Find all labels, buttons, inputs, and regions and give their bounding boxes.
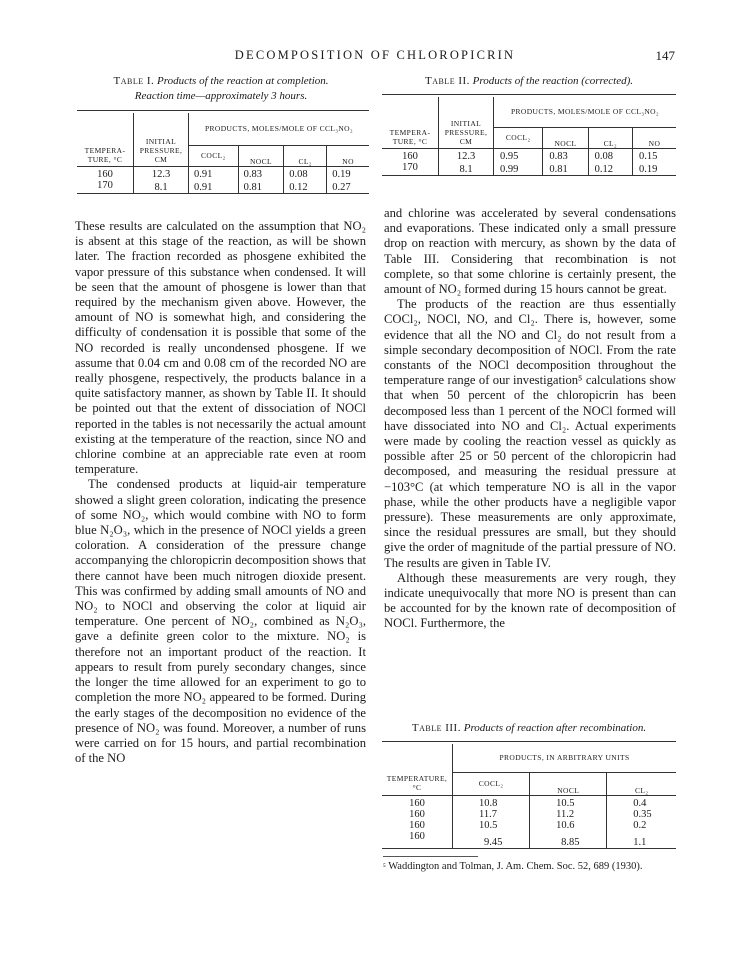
table1-cell-nocl: 0.83 <box>238 166 284 180</box>
table2-cell-temp: 170 <box>382 162 439 176</box>
table3-caption <box>383 721 675 736</box>
table2-cell-no: 0.19 <box>632 162 676 176</box>
right-column <box>384 206 676 632</box>
table3-cell-cocl2: 10.8 <box>453 795 530 809</box>
table1-col-cocl2: COCL₂ <box>189 145 239 166</box>
table3-cell-cl2: 0.2 <box>607 820 676 831</box>
right-paragraph-2: The products of the reaction are thus essentially COCl₂, NOCl, NO, and Cl₂. There is, however, some evidence that all the NO and Cl₂ do not result from a simple secondary decomposition of NOCl. From the rate constants of the NOCl decomposition throughout the temperature range of our investigation⁵ calculations show that when 50 percent of the chloropicrin has been decomposed less than 1 percent of the NOCl formed will have dissociated into NO and Cl₂. Actual experiments were made by cooling the reaction vessel as quickly as possible after 25 or 50 percent of the chloropicrin had decomposed, and measuring the residual pressure at −103°C (at which temperature NO is all in the vapor phase, while the other products have a negligible vapor pressure). These measurements are only approximate, since the residual pressures are small, but they should give the order of magnitude of the partial pressure of NO. The results are given in Table IV. <box>384 297 676 570</box>
table1-cell-cl2: 0.08 <box>284 166 327 180</box>
table3-cell-cocl2: 9.45 <box>453 831 530 849</box>
table-row <box>77 180 369 194</box>
table3-cell-nocl: 10.6 <box>530 820 607 831</box>
left-paragraph-2: The condensed products at liquid-air temperature showed a slight green coloration, indicating the presence of some NO₂, which would combine with NO to form blue N₂O₃, which in the presence of NOCl yields a green coloration. A consideration of the pressure change accompanying the chloropicrin decomposition shows that there cannot have been much nitrogen dioxide present. This was confirmed by adding small amounts of NO and NO₂ to NOCl and observing the color at liquid air temperature. One percent of NO₂, combined as N₂O₃, gave a definite green color to the mixture. NO₂ is therefore not an important product of the reaction. It appears to result from purely secondary changes, since the longer the time allowed for an experiment to go to completion the more NO₂ appeared to be formed. During the early stages of the decomposition no evidence of the presence of NO₂ was found. Moreover, a number of runs were carried on for 15 hours, and partial recombination of the NO <box>75 477 366 766</box>
table3-cell-cocl2: 11.7 <box>453 809 530 820</box>
table3-col-cocl2: COCL₂ <box>453 772 530 795</box>
table1-cell-pressure: 12.3 <box>134 166 189 180</box>
table3-group-header: PRODUCTS, IN ARBITRARY UNITS <box>453 744 677 773</box>
table1-cell-no: 0.27 <box>327 180 369 194</box>
table3-cell-nocl: 10.5 <box>530 795 607 809</box>
table2-cell-cl2: 0.08 <box>588 148 632 162</box>
table1-cell-temp: 160 <box>97 168 113 180</box>
table3-cell-temp: 160 <box>382 831 453 849</box>
page-number: 147 <box>655 48 675 63</box>
running-header <box>75 48 675 64</box>
table1-caption <box>75 74 367 104</box>
table1-cell-cl2: 0.12 <box>284 180 327 194</box>
table3-cell-cl2: 0.4 <box>607 795 676 809</box>
table2-cell-temp: 160 <box>402 150 418 162</box>
table1-cell-pressure: 8.1 <box>134 180 189 194</box>
footnote <box>383 860 675 873</box>
table1-col-cl2: CL₂ <box>284 145 327 166</box>
table1-cell-cocl2: 0.91 <box>189 180 239 194</box>
table1 <box>77 110 369 194</box>
table2-cell-nocl: 0.83 <box>543 148 588 162</box>
table2-cell-cocl2: 0.95 <box>494 148 543 162</box>
table3-cell-cl2: 1.1 <box>607 831 676 849</box>
table2-cell-pressure: 8.1 <box>439 162 494 176</box>
table1-caption-line2: Reaction time—approximately 3 hours. <box>134 90 308 102</box>
table2-col-cocl2: COCL₂ <box>494 127 543 148</box>
table2-cell-no: 0.15 <box>632 148 676 162</box>
table3-caption-text: Products of reaction after recombination. <box>463 722 647 734</box>
table3-col-cl2: CL₂ <box>607 772 676 795</box>
table3-cell-nocl: 11.2 <box>530 809 607 820</box>
table3-cell-nocl: 8.85 <box>530 831 607 849</box>
table2-col-nocl: NOCL <box>543 127 588 148</box>
table3-col-nocl: NOCL <box>530 772 607 795</box>
table1-col-temp: TEMPERA- TURE, °C <box>77 113 134 167</box>
table3-cell-temp: 160 <box>409 797 425 809</box>
footnote-rule <box>383 856 478 857</box>
table3 <box>382 741 676 849</box>
table2-label: Table II. <box>424 75 470 87</box>
table-row <box>77 166 369 180</box>
table2-cell-cocl2: 0.99 <box>494 162 543 176</box>
table3-cell-temp: 160 <box>409 819 425 831</box>
table-row <box>382 831 676 849</box>
table2 <box>382 94 676 176</box>
table2-caption-text: Products of the reaction (corrected). <box>472 75 634 87</box>
table-row <box>382 148 676 162</box>
table1-cell-nocl: 0.81 <box>238 180 284 194</box>
right-paragraph-3: Although these measurements are very rough, they indicate unequivocally that more NO is present than can be accounted for by the known rate of decomposition of NOCl. Furthermore, the <box>384 570 676 631</box>
table-row <box>382 809 676 820</box>
table1-caption-line1: Products of the reaction at completion. <box>157 75 329 87</box>
table2-group-header-row <box>382 97 676 128</box>
table2-caption <box>383 74 675 89</box>
footnote-text: Waddington and Tolman, J. Am. Chem. Soc. 52, 689 (1930). <box>388 861 643 872</box>
footnote-mark: ⁵ <box>383 862 386 871</box>
table2-cell-nocl: 0.81 <box>543 162 588 176</box>
table2-col-temp: TEMPERA- TURE, °C <box>382 97 439 149</box>
table3-cell-temp: 160 <box>409 808 425 820</box>
table3-cell-cl2: 0.35 <box>607 809 676 820</box>
table1-group-header-row <box>77 113 369 146</box>
table1-cell-cocl2: 0.91 <box>189 166 239 180</box>
table1-col-no: NO <box>327 145 369 166</box>
running-head-title: DECOMPOSITION OF CHLOROPICRIN <box>234 48 516 62</box>
table1-col-nocl: NOCL <box>238 145 284 166</box>
table-row <box>382 162 676 176</box>
table2-cell-cl2: 0.12 <box>588 162 632 176</box>
table1-cell-no: 0.19 <box>327 166 369 180</box>
table2-col-no: NO <box>632 127 676 148</box>
table-row <box>382 820 676 831</box>
table1-col-pressure: INITIAL PRESSURE, CM <box>134 113 189 167</box>
table-row <box>382 795 676 809</box>
table1-cell-temp: 170 <box>77 180 134 194</box>
left-column <box>75 219 366 766</box>
table2-col-cl2: CL₂ <box>588 127 632 148</box>
table3-col-temp: TEMPERATURE, °C <box>382 744 453 796</box>
table1-group-header: PRODUCTS, MOLES/MOLE OF CCL₃NO₂ <box>189 113 370 146</box>
left-paragraph-1: These results are calculated on the assumption that NO₂ is absent at this stage of the reaction, as will be shown later. The fraction recorded as phosgene exhibited the vapor pressure of this substance when condensed. It will be seen that the amount of phosgene is lower than that required by the mechanism given above. However, the amount of NO is somewhat high, and considering the difficulty of condensation it is possible that some of the NO recorded is really uncondensed phosgene. If we assume that 0.04 cm and 0.08 cm of the recorded NO are really phosgene, respectively, the products balance in a quite satisfactory manner, as shown by Table II. It should be pointed out that the extent of dissociation of NOCl reported in the tables is not necessarily the actual amount existing at the temperature of the reaction, since NO and chlorine combine at an appreciable rate even at room temperature. <box>75 219 366 477</box>
table3-cell-cocl2: 10.5 <box>453 820 530 831</box>
table2-cell-pressure: 12.3 <box>439 148 494 162</box>
table2-group-header: PRODUCTS, MOLES/MOLE OF CCL₃NO₂ <box>494 97 677 128</box>
table3-label: Table III. <box>411 722 461 734</box>
table3-group-header-row <box>382 744 676 773</box>
right-paragraph-1: and chlorine was accelerated by several condensations and evaporations. These indicated only a small pressure drop on reaction with mercury, as shown by the data of Table III. Considering that recombination is not complete, so that some chlorine is certainly present, the amount of NO₂ formed during 15 hours cannot be great. <box>384 206 676 297</box>
table2-col-pressure: INITIAL PRESSURE, CM <box>439 97 494 149</box>
table1-label: Table I. <box>113 75 155 87</box>
